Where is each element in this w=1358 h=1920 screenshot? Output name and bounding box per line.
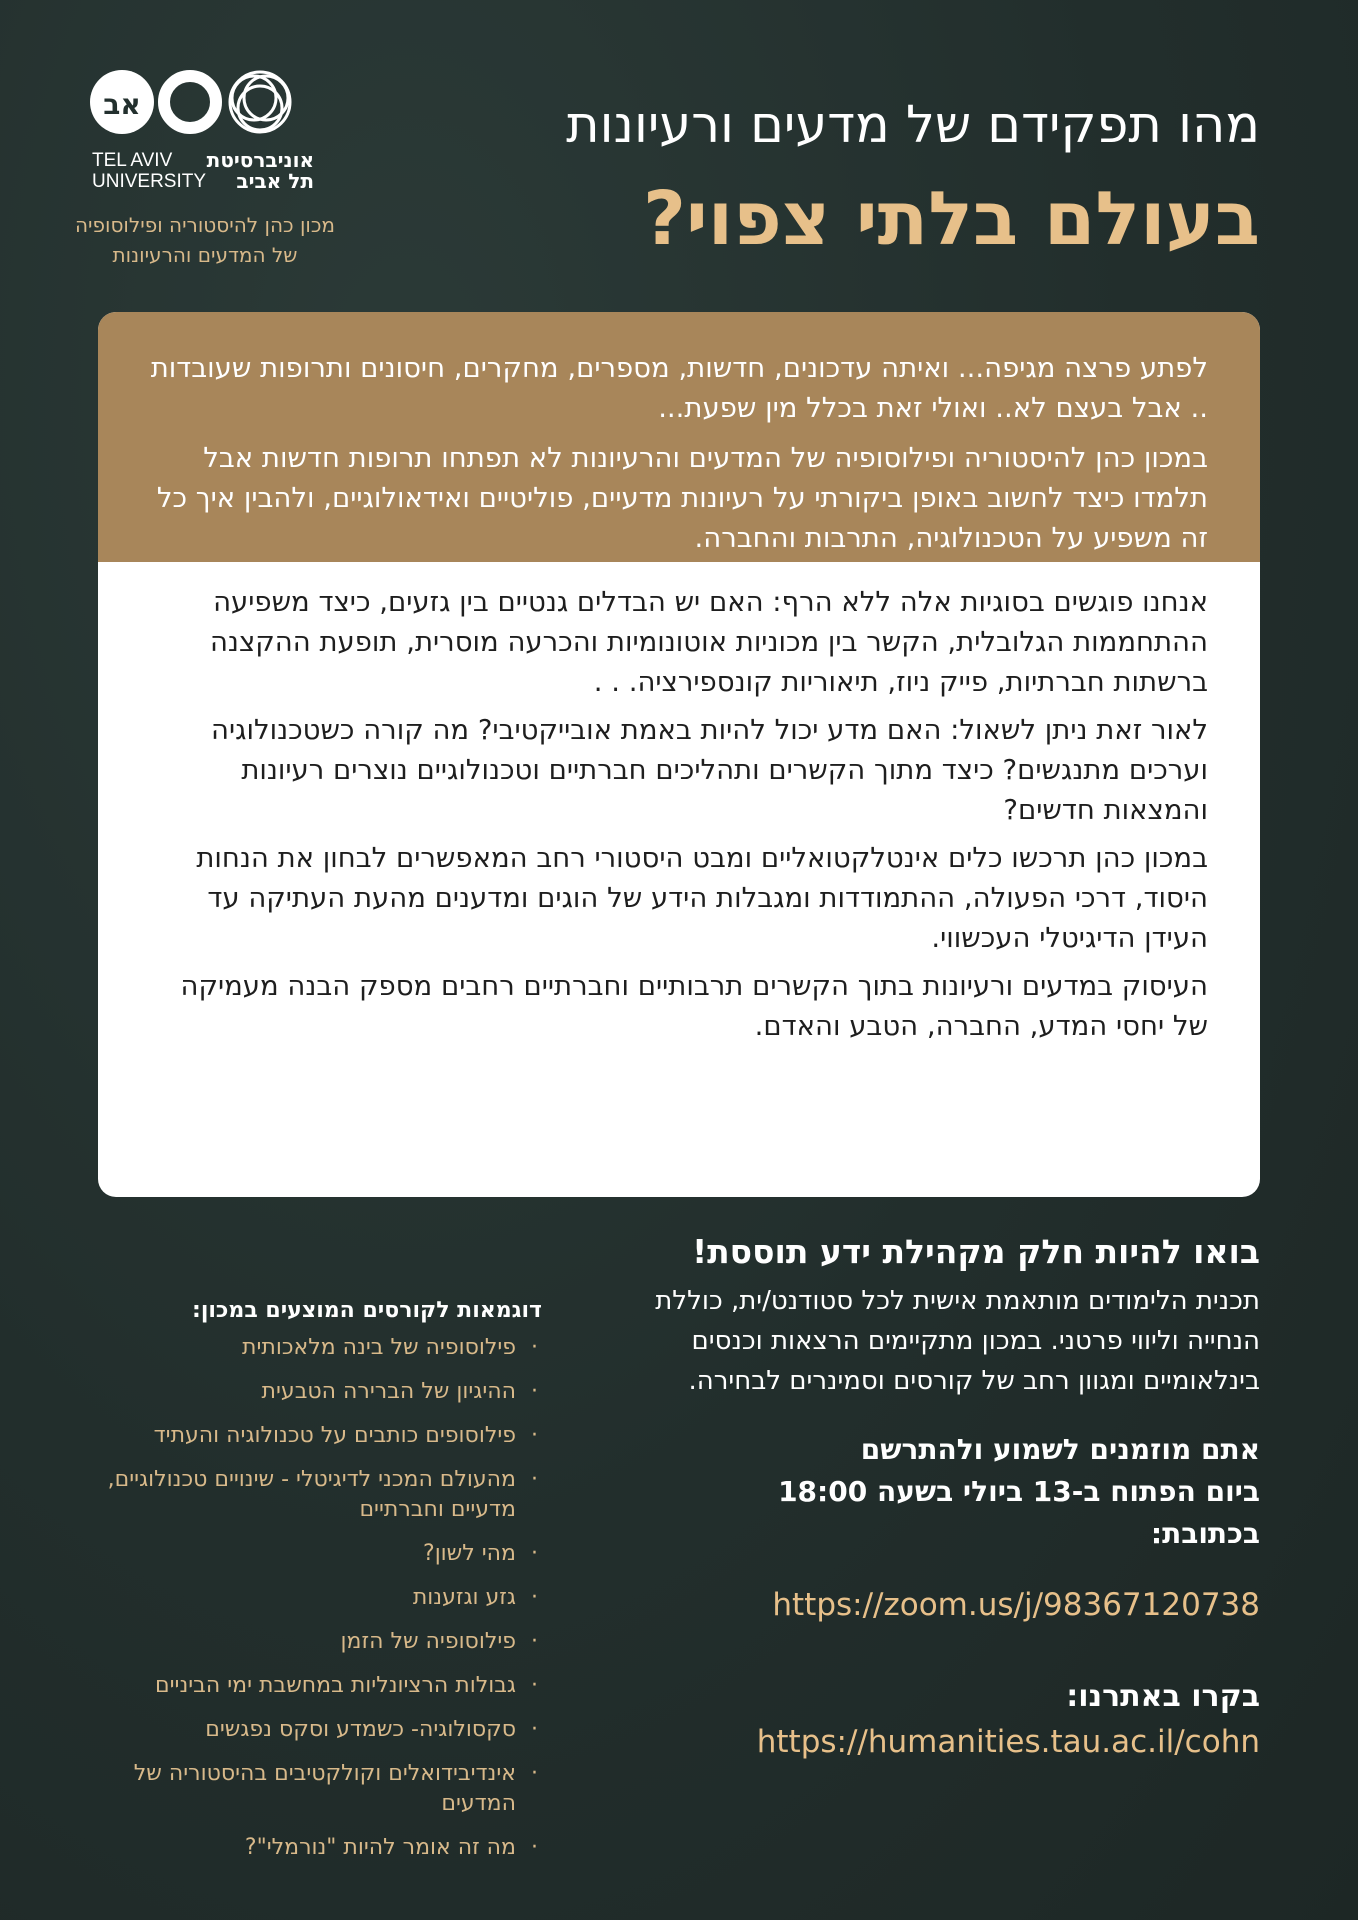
bullet-icon: · (531, 1585, 538, 1610)
courses-title: דוגמאות לקורסים המוצעים במכון: (192, 1298, 542, 1323)
headline-line-1: מהו תפקידם של מדעים ורעיונות (566, 96, 1260, 155)
list-item (90, 1583, 542, 1613)
headline-line-2: בעולם בלתי צפוי? (643, 176, 1260, 262)
intro-paragraph: לפתע פרצה מגיפה... ואיתה עדכונים, חדשות, מספרים, מחקרים, חיסונים ותרופות שעובדות .. אבל בעצם לא.. ואולי זאת בכלל מין שפעת... (150, 352, 1208, 424)
institute-name (60, 210, 350, 270)
institute-line-2: של המדעים והרעיונות (112, 243, 298, 267)
course-name: אינדיבידואלים וקולקטיבים בהיסטוריה של המדעים (133, 1761, 516, 1816)
website-link[interactable]: https://humanities.tau.ac.il/cohn (756, 1724, 1260, 1760)
list-item (90, 1833, 542, 1863)
university-logo (88, 68, 318, 193)
list-item (90, 1715, 542, 1745)
list-item (90, 1465, 542, 1525)
bullet-icon: · (531, 1761, 538, 1786)
list-item (90, 1671, 542, 1701)
bullet-icon: · (531, 1467, 538, 1492)
list-item (90, 1377, 542, 1407)
bullet-icon: · (531, 1379, 538, 1404)
bullet-icon: · (531, 1629, 538, 1654)
bullet-icon: · (531, 1673, 538, 1698)
bullet-icon: · (531, 1717, 538, 1742)
emblem-letters: אב (103, 88, 141, 121)
course-name: מהעולם המכני לדיגיטלי - שינויים טכנולוגיים, מדעיים וחברתיים (107, 1467, 516, 1522)
course-name: סקסולוגיה- כשמדע וסקס נפגשים (205, 1717, 516, 1742)
courses-list (90, 1333, 542, 1863)
invite-line-2: ביום הפתוח ב-13 ביולי בשעה 18:00 (778, 1475, 1260, 1508)
list-item (90, 1539, 542, 1569)
university-name-hebrew: אוניברסיטת תל אביב (206, 148, 314, 193)
intro-box (98, 312, 1260, 562)
bullet-icon: · (531, 1335, 538, 1360)
body-paragraph: אנחנו פוגשים בסוגיות אלה ללא הרף: האם יש הבדלים גנטיים בין גזעים, כיצד משפיעה ההתחממות הגלובלית, הקשר בין מכוניות אוטונומיות והכרעה מוסרית, תופעת ההקצנה ברשתות חברתיות, פייק ניוז, תיאוריות קונספירציה. . . (209, 586, 1208, 698)
content-card (98, 312, 1260, 1197)
course-name: פילוסופיה של הזמן (340, 1629, 516, 1654)
institute-line-1: מכון כהן להיסטוריה ופילוסופיה (74, 213, 336, 237)
list-item (90, 1421, 542, 1451)
university-name-english: TEL AVIV UNIVERSITY (92, 150, 207, 192)
list-item (90, 1627, 542, 1657)
join-description: תכנית הלימודים מותאמת אישית לכל סטודנט/ית, כוללת הנחייה וליווי פרטני. במכון מתקיימים הרצאות וכנסים בינלאומיים ומגוון רחב של קורסים וסמינרים לבחירה. (655, 1286, 1260, 1396)
body-paragraph: העיסוק במדעים ורעיונות בתוך הקשרים תרבותיים וחברתיים רחבים מספק הבנה מעמיקה של יחסי המדע, החברה, הטבע והאדם. (180, 970, 1208, 1042)
invite-line-3: בכתובת: (1150, 1517, 1260, 1550)
tau-emblem-icon (88, 68, 318, 148)
invite-line-1: אתם מוזמנים לשמוע ולהתרשם (860, 1433, 1260, 1466)
list-item (90, 1333, 542, 1363)
course-name: ההיגיון של הברירה הטבעית (261, 1379, 516, 1404)
join-section (580, 1232, 1260, 1760)
visit-label: בקרו באתרנו: (1066, 1679, 1260, 1714)
join-title: בואו להיות חלק מקהילת ידע תוססת! (692, 1232, 1260, 1271)
course-name: גזע וגזענות (412, 1585, 516, 1610)
body-box (98, 562, 1260, 1074)
course-name: פילוסופיה של בינה מלאכותית (242, 1335, 516, 1360)
intro-paragraph: במכון כהן להיסטוריה ופילוסופיה של המדעים והרעיונות לא תפתחו תרופות חדשות אבל תלמדו כיצד לחשוב באופן ביקורתי על רעיונות מדעיים, פוליטיים ואידאולוגיים, ולהבין איך כל זה משפיע על הטכנולוגיה, התרבות והחברה. (156, 442, 1208, 554)
course-name: מה זה אומר להיות "נורמלי"? (244, 1835, 516, 1860)
bullet-icon: · (531, 1423, 538, 1448)
bullet-icon: · (531, 1541, 538, 1566)
list-item (90, 1759, 542, 1819)
course-name: פילוסופים כותבים על טכנולוגיה והעתיד (153, 1423, 516, 1448)
course-name: מהי לשון? (423, 1541, 516, 1566)
courses-section (90, 1298, 542, 1877)
body-paragraph: לאור זאת ניתן לשאול: האם מדע יכול להיות באמת אובייקטיבי? מה קורה כשטכנולוגיה וערכים מתנגשים? כיצד מתוך הקשרים ותהליכים חברתיים וטכנולוגיים נוצרים רעיונות והמצאות חדשים? (211, 714, 1208, 826)
bullet-icon: · (531, 1835, 538, 1860)
course-name: גבולות הרציונליות במחשבת ימי הביניים (155, 1673, 516, 1698)
body-paragraph: במכון כהן תרכשו כלים אינטלקטואליים ומבט היסטורי רחב המאפשרים לבחון את הנחות היסוד, דרכי הפעולה, ההתמודדות ומגבלות הידע של הוגים ומדענים מהעת העתיקה עד העידן הדיגיטלי העכשווי. (196, 842, 1208, 954)
zoom-link[interactable]: https://zoom.us/j/98367120738 (772, 1587, 1260, 1623)
